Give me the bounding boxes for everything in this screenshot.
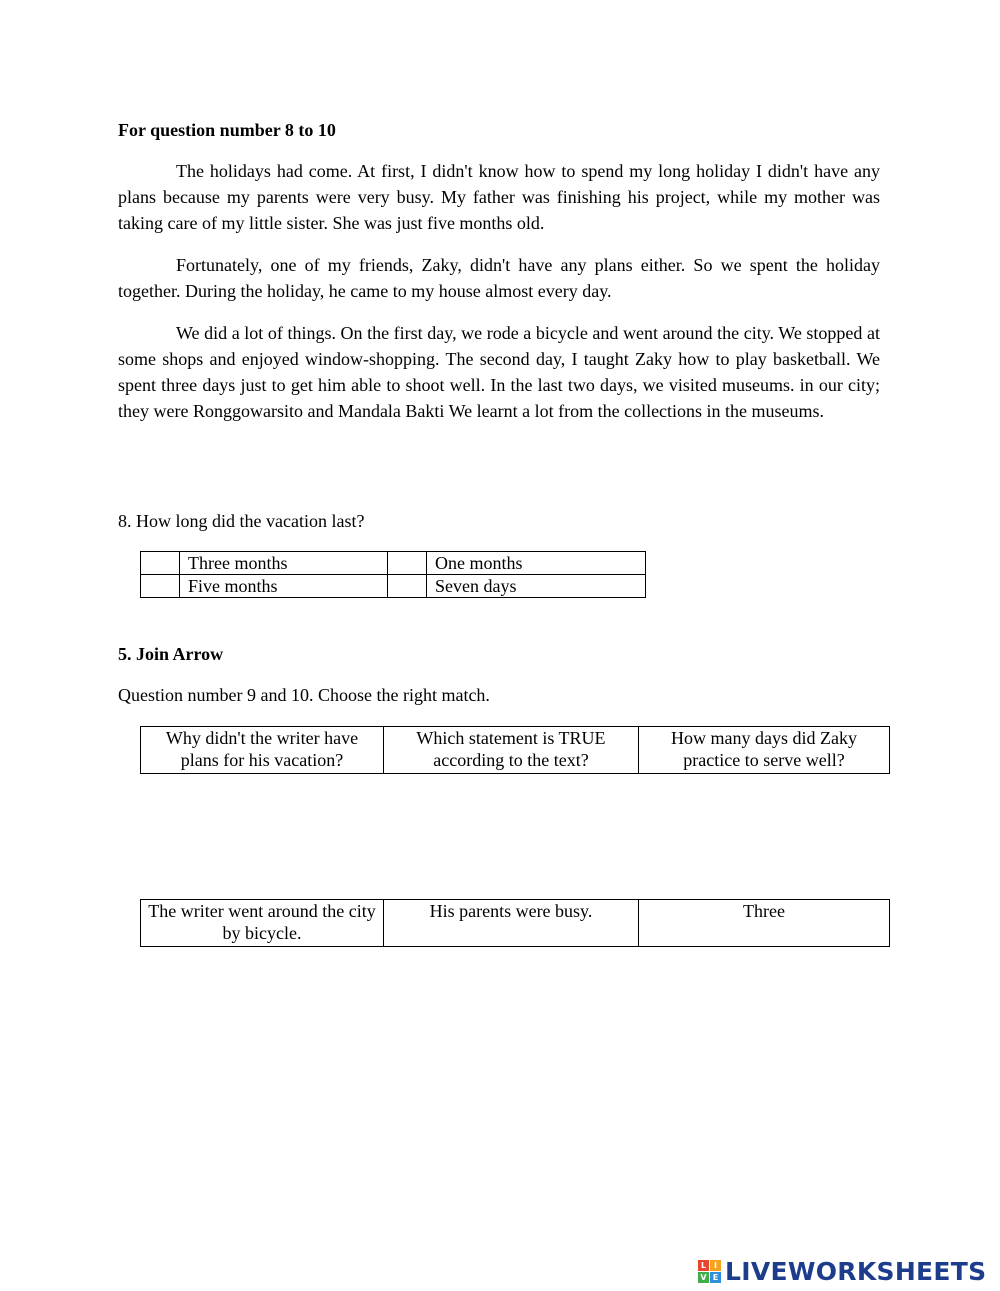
question-8-text: 8. How long did the vacation last? — [118, 511, 365, 531]
logo-wordmark: LIVEWORKSHEETS — [725, 1256, 987, 1286]
matching-instruction: Question number 9 and 10. Choose the right match. — [118, 685, 490, 705]
options-row — [141, 575, 646, 598]
option-label: Seven days — [427, 575, 646, 598]
logo-block: I — [710, 1260, 721, 1271]
match-question-cell[interactable]: Which statement is TRUE according to the text? — [384, 727, 639, 774]
logo-block: E — [710, 1272, 721, 1283]
section-heading-questions-8-10: For question number 8 to 10 — [118, 120, 336, 140]
passage-paragraph-2: Fortunately, one of my friends, Zaky, didn't have any plans either. So we spent the holiday together. During the holiday, he came to my house almost every day. — [118, 255, 880, 301]
match-answer-cell[interactable]: The writer went around the city by bicycle. — [141, 900, 384, 947]
option-checkbox[interactable] — [141, 575, 180, 598]
matching-questions-table — [140, 726, 890, 774]
logo-blocks-icon — [698, 1260, 721, 1283]
match-answer-cell[interactable]: His parents were busy. — [384, 900, 639, 947]
match-question-cell[interactable]: How many days did Zaky practice to serve well? — [639, 727, 890, 774]
options-row — [141, 552, 646, 575]
section-heading-join-arrow: 5. Join Arrow — [118, 644, 224, 664]
question-8-options-table — [140, 551, 646, 598]
option-checkbox[interactable] — [388, 575, 427, 598]
passage-paragraph-1: The holidays had come. At first, I didn't know how to spend my long holiday I didn't have any plans because my parents were very busy. My father was finishing his project, while my mother was taking care of my little sister. She was just five months old. — [118, 161, 880, 233]
option-label: Five months — [180, 575, 388, 598]
match-question-cell[interactable]: Why didn't the writer have plans for his vacation? — [141, 727, 384, 774]
table-row — [141, 727, 890, 774]
liveworksheets-logo — [698, 1254, 986, 1288]
logo-block: V — [698, 1272, 709, 1283]
option-checkbox[interactable] — [141, 552, 180, 575]
logo-block: L — [698, 1260, 709, 1271]
option-label: One months — [427, 552, 646, 575]
match-answer-cell[interactable]: Three — [639, 900, 890, 947]
option-label: Three months — [180, 552, 388, 575]
matching-answers-table — [140, 899, 890, 947]
passage-paragraph-3: We did a lot of things. On the first day, we rode a bicycle and went around the city. We stopped at some shops and enjoyed window-shopping. The second day, I taught Zaky how to play basketball. We spent three days just to get him able to shoot well. In the last two days, we visited museums. in our city; they were Ronggowarsito and Mandala Bakti We learnt a lot from the collections in the museums. — [118, 323, 880, 421]
option-checkbox[interactable] — [388, 552, 427, 575]
table-row — [141, 900, 890, 947]
